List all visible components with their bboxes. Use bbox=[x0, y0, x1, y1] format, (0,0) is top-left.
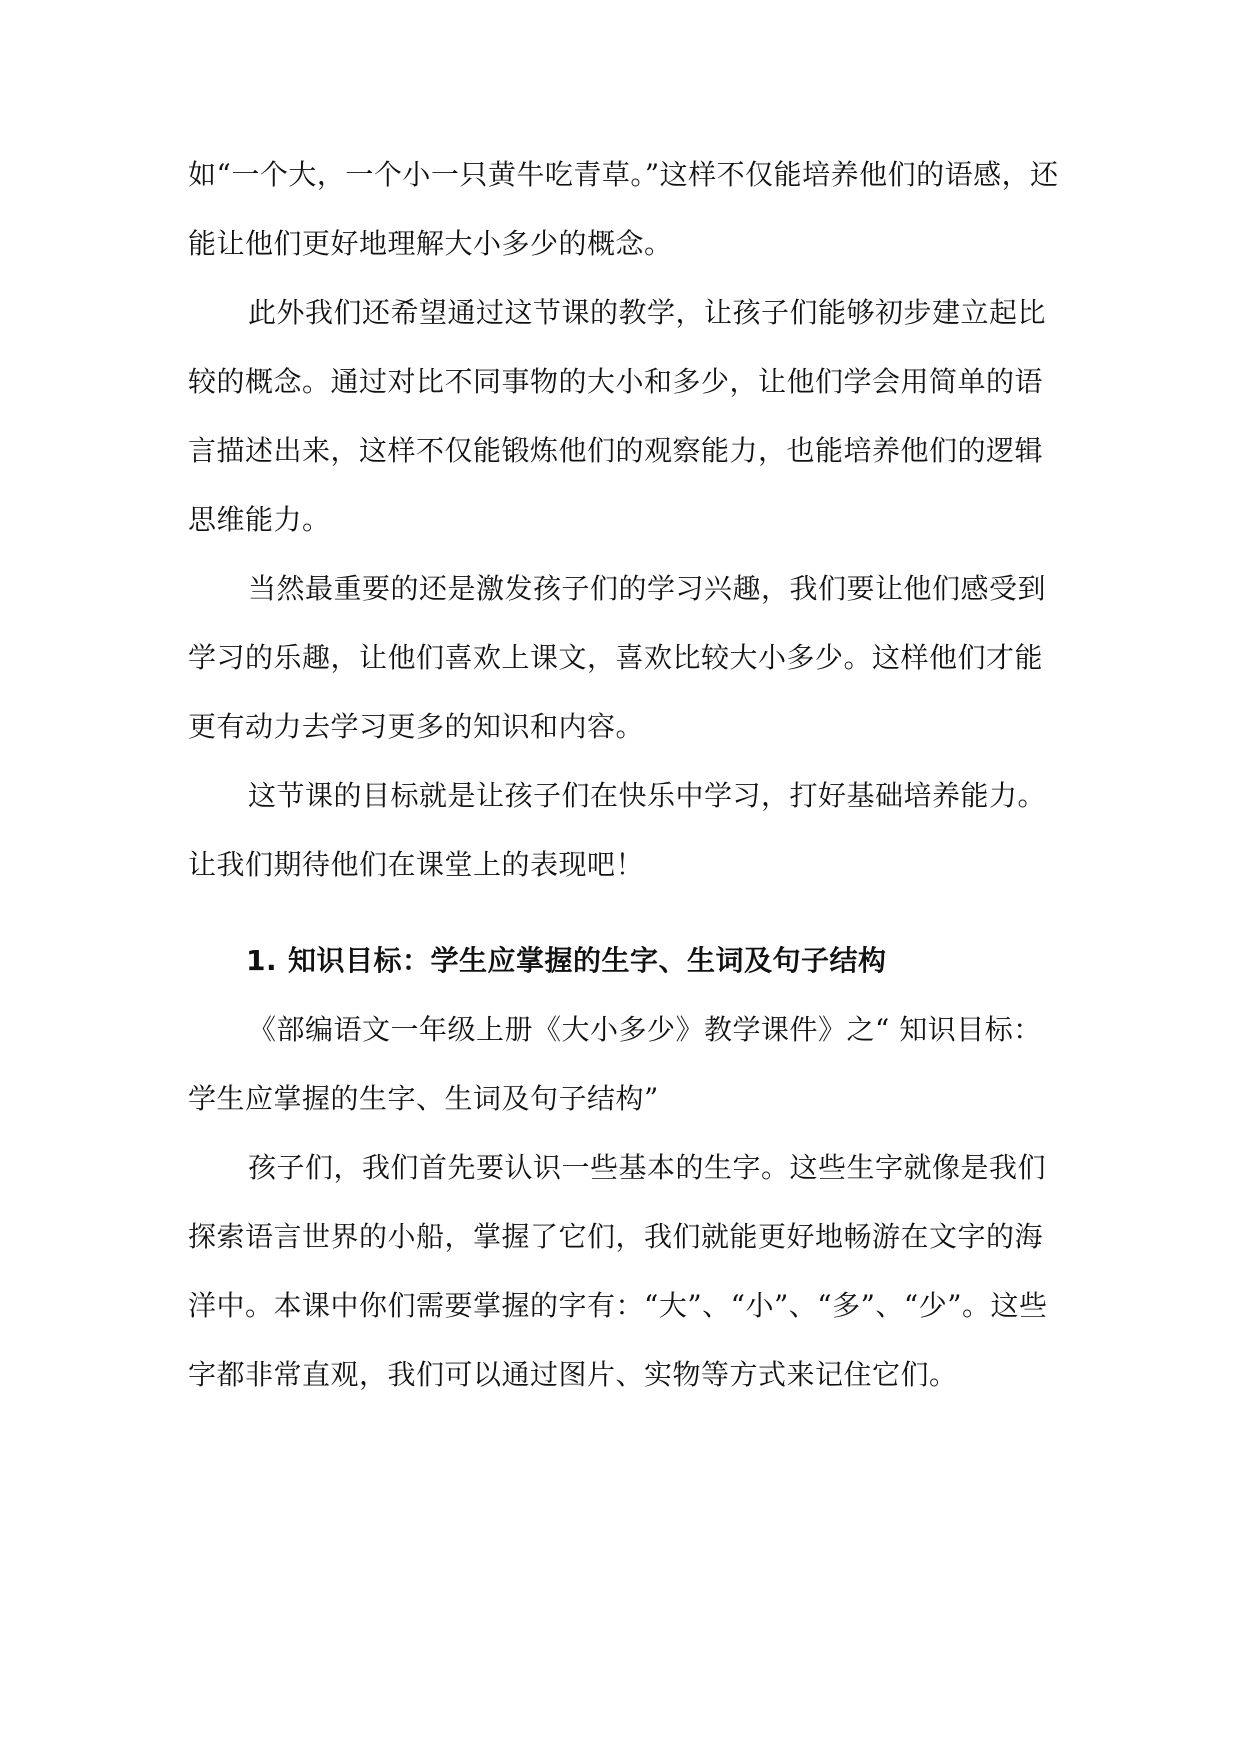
section-heading bbox=[188, 926, 1064, 995]
section-number: 1. bbox=[246, 944, 278, 977]
paragraph-learning-interest: 当然最重要的还是激发孩子们的学习兴趣，我们要让他们感受到学习的乐趣，让他们喜欢上课文，喜欢比较大小多少。这样他们才能更有动力去学习更多的知识和内容。 bbox=[188, 572, 1047, 743]
paragraph-comparison-concept: 此外我们还希望通过这节课的教学，让孩子们能够初步建立起比较的概念。通过对比不同事物的大小和多少，让他们学会用简单的语言描述出来，这样不仅能锻炼他们的观察能力，也能培养他们的逻辑思维能力。 bbox=[188, 296, 1047, 536]
section-title: 知识目标：学生应掌握的生字、生词及句子结构 bbox=[288, 944, 887, 977]
document-body bbox=[188, 140, 1064, 1409]
paragraph-characters: 孩子们，我们首先要认识一些基本的生字。这些生字就像是我们探索语言世界的小船，掌握了它们，我们就能更好地畅游在文字的海洋中。本课中你们需要掌握的字有：“大”、“小”、“多”、“少”。这些字都非常直观，我们可以通过图片、实物等方式来记住它们。 bbox=[188, 1151, 1048, 1391]
paragraph-lesson-goal: 这节课的目标就是让孩子们在快乐中学习，打好基础培养能力。让我们期待他们在课堂上的表现吧！ bbox=[188, 779, 1047, 881]
paragraph-section-intro: 《部编语文一年级上册《大小多少》教学课件》之“ 知识目标：学生应掌握的生字、生词及句子结构” bbox=[188, 1013, 1042, 1115]
paragraph-continuation: 如“一个大，一个小一只黄牛吃青草。”这样不仅能培养他们的语感，还能让他们更好地理解大小多少的概念。 bbox=[188, 158, 1059, 260]
